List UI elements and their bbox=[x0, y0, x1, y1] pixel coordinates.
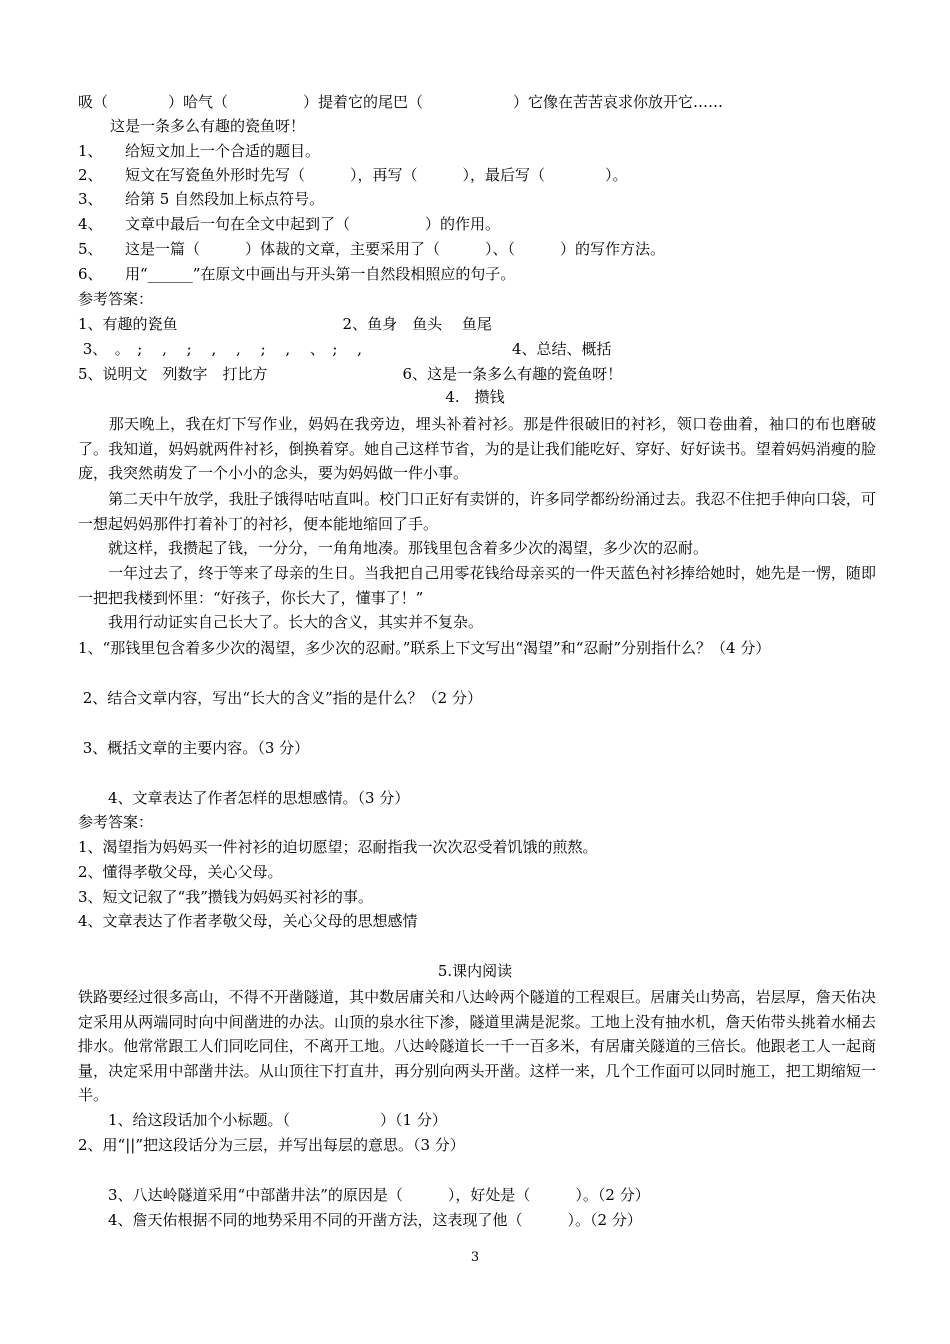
question-item: 3、 给第 5 自然段加上标点符号。 bbox=[78, 190, 325, 208]
body-paragraph: 一年过去了，终于等来了母亲的生日。当我把自己用零花钱给母亲买的一件天蓝色衬衫捧给她时，她先是一愣，随即一把把我楼到怀里：“好孩子，你长大了，懂事了！” bbox=[78, 564, 876, 607]
body-paragraph: 那天晚上，我在灯下写作业，妈妈在我旁边，埋头补着衬衫。那是件很破旧的衬衫，领口卷曲着，袖口的布也磨破了。我知道，妈妈就两件衬衫，倒换着穿。她自己这样节省，为的是让我们能吃好、穿好、好好读书。望着妈妈消瘦的脸庞，我突然萌发了一个小小的念头，要为妈妈做一件小事。 bbox=[78, 415, 876, 482]
question-item: 3、概括文章的主要内容。（3 分） bbox=[78, 739, 310, 757]
body-paragraph: 就这样，我攒起了钱，一分分，一角角地凑。那钱里包含着多少次的渴望，多少次的忍耐。 bbox=[78, 539, 709, 557]
closing-sentence: 这是一条多么有趣的瓷鱼呀！ bbox=[110, 117, 306, 135]
question-item: 2、 短文在写瓷鱼外形时先写（ ），再写（ ），最后写（ ）。 bbox=[78, 166, 628, 184]
question-item: 2、结合文章内容，写出“长大的含义”指的是什么？（2 分） bbox=[78, 689, 482, 707]
question-item: 4、詹天佑根据不同的地势采用不同的开凿方法，这表现了他（ ）。（2 分） bbox=[78, 1211, 642, 1229]
question-item: 1、给这段话加个小标题。（ ）（1 分） bbox=[78, 1111, 447, 1129]
body-paragraph: 第二天中午放学，我肚子饿得咕咕直叫。校门口正好有卖饼的，许多同学都纷纷涌过去。我忍不住把手伸向口袋，可一想起妈妈那件打着补丁的衬衫，便本能地缩回了手。 bbox=[78, 490, 876, 533]
section-title: 5.课内阅读 bbox=[437, 962, 513, 980]
answer-item: 3、 。 ; , ; , , ; , 、 ; , 4、总结、概括 bbox=[78, 340, 612, 358]
answer-item: 4、文章表达了作者孝敬父母，关心父母的思想感情 bbox=[78, 912, 418, 930]
question-item: 1、 给短文加上一个合适的题目。 bbox=[78, 142, 321, 160]
answer-item: 1、渴望指为妈妈买一件衬衫的迫切愿望；忍耐指我一次次忍受着饥饿的煎熬。 bbox=[78, 838, 598, 856]
question-item: 6、 用“______”在原文中画出与开头第一自然段相照应的句子。 bbox=[78, 265, 516, 283]
answer-item: 2、懂得孝敬父母，关心父母。 bbox=[78, 863, 283, 881]
answer-item: 3、短文记叙了“我”攒钱为妈妈买衬衫的事。 bbox=[78, 888, 373, 906]
question-item: 3、八达岭隧道采用“中部凿井法”的原因是（ ），好处是（ ）。（2 分） bbox=[78, 1186, 650, 1204]
question-item: 4、 文章中最后一句在全文中起到了（ ）的作用。 bbox=[78, 215, 501, 233]
answer-label: 参考答案： bbox=[78, 813, 154, 831]
answer-item: 1、有趣的瓷鱼 2、鱼身 鱼头 鱼尾 bbox=[78, 315, 492, 333]
question-item: 2、用“||”把这段话分为三层，并写出每层的意思。（3 分） bbox=[78, 1136, 465, 1154]
body-paragraph: 铁路要经过很多高山，不得不开凿隧道，其中数居庸关和八达岭两个隧道的工程艰巨。居庸关山势高，岩层厚，詹天佑决定采用从两端同时向中间凿进的办法。山顶的泉水往下渗，隧道里满是泥浆。工地上没有抽水机，詹天佑带头挑着水桶去排水。他常常跟工人们同吃同住，不离开工地。八达岭隧道长一千一百多米，有居庸关隧道的三倍长。他跟老工人一起商量，决定采用中部凿井法。从山顶往下打直井，再分别向两头开凿。这样一来，几个工作面可以同时施工，把工期缩短一半。 bbox=[78, 988, 876, 1104]
body-paragraph: 我用行动证实自己长大了。长大的含义，其实并不复杂。 bbox=[78, 613, 484, 631]
section-title: 4. 攒钱 bbox=[445, 388, 505, 406]
question-item: 4、文章表达了作者怎样的思想感情。（3 分） bbox=[78, 789, 410, 807]
answer-label: 参考答案： bbox=[78, 290, 154, 308]
answer-item: 5、说明文 列数字 打比方 6、这是一条多么有趣的瓷鱼呀！ bbox=[78, 365, 623, 383]
page-number: 3 bbox=[470, 1250, 480, 1265]
question-item: 5、 这是一篇（ ）体裁的文章，主要采用了（ ）、（ ）的写作方法。 bbox=[78, 240, 666, 258]
fill-in-line: 吸（ ）哈气（ ）提着它的尾巴（ ）它像在苦苦哀求你放开它…… bbox=[78, 93, 724, 111]
question-item: 1、“那钱里包含着多少次的渴望，多少次的忍耐。”联系上下文写出“渴望”和“忍耐”分别指什么？（4 分） bbox=[78, 639, 771, 657]
